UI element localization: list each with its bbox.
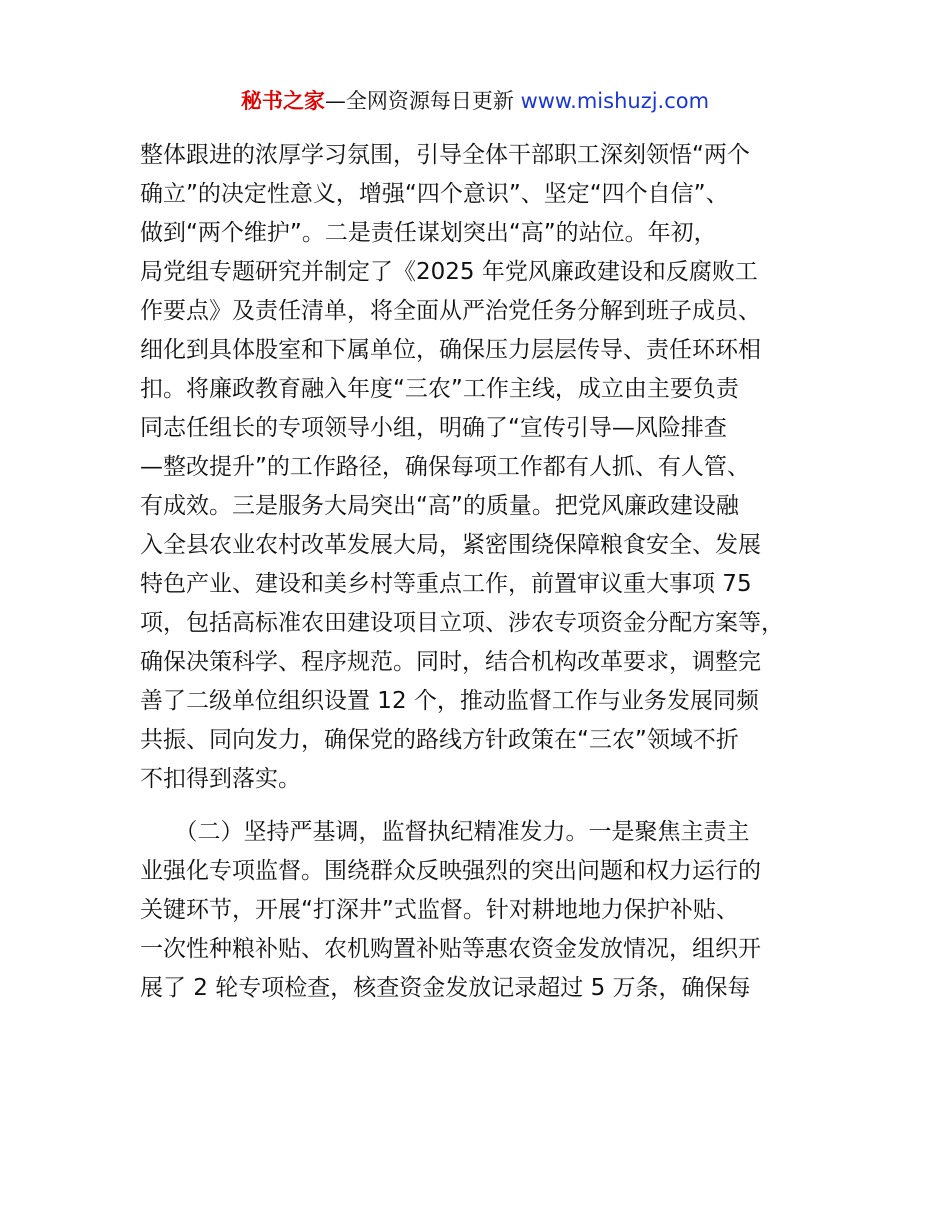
text-line: 确立”的决定性意义，增强“四个意识”、坚定“四个自信”、 <box>140 181 729 207</box>
header-tagline: —全网资源每日更新 <box>324 89 521 113</box>
paragraph <box>140 813 820 1008</box>
text-line: 确保决策科学、程序规范。同时，结合机构改革要求，调整完 <box>140 649 761 675</box>
text-line: 一次性种粮补贴、农机购置补贴等惠农资金发放情况，组织开 <box>140 936 761 962</box>
text-line: 善了二级单位组织设置 12 个，推动监督工作与业务发展同频 <box>140 688 759 714</box>
text-line: 有成效。三是服务大局突出“高”的质量。把党风廉政建设融 <box>140 493 739 519</box>
paragraph-gap <box>140 799 820 813</box>
text-line: 不扣得到落实。 <box>140 766 301 792</box>
text-line: 细化到具体股室和下属单位，确保压力层层传导、责任环环相 <box>140 337 761 363</box>
text-line: 入全县农业农村改革发展大局，紧密围绕保障粮食安全、发展 <box>140 532 761 558</box>
text-line: 展了 2 轮专项检查，核查资金发放记录超过 5 万条，确保每 <box>140 975 751 1001</box>
text-line: 整体跟进的浓厚学习氛围，引导全体干部职工深刻领悟“两个 <box>140 142 750 168</box>
brand-name: 秘书之家 <box>240 89 325 113</box>
text-line: 同志任组长的专项领导小组，明确了“宣传引导—风险排查 <box>140 415 727 441</box>
text-line: 做到“两个维护”。二是责任谋划突出“高”的站位。年初， <box>140 220 717 246</box>
text-line: 关键环节，开展“打深井”式监督。针对耕地地力保护补贴、 <box>140 897 739 923</box>
text-line: 作要点》及责任清单，将全面从严治党任务分解到班子成员、 <box>140 298 761 324</box>
text-line: 项，包括高标准农田建设项目立项、涉农专项资金分配方案等， <box>140 610 784 636</box>
text-line: （二）坚持严基调，监督执纪精准发力。一是聚焦主责主 <box>140 819 750 845</box>
text-line: 特色产业、建设和美乡村等重点工作，前置审议重大事项 75 <box>140 571 752 597</box>
text-line: 扣。将廉政教育融入年度“三农”工作主线，成立由主要负责 <box>140 376 739 402</box>
document-body <box>140 136 820 1008</box>
text-line: 业强化专项监督。围绕群众反映强烈的突出问题和权力运行的 <box>140 858 761 884</box>
text-line: —整改提升”的工作路径，确保每项工作都有人抓、有人管、 <box>140 454 750 480</box>
site-header <box>0 86 950 116</box>
header-url-link[interactable]: www.mishuzj.com <box>520 89 710 113</box>
text-line: 共振、同向发力，确保党的路线方针政策在“三农”领域不折 <box>140 727 739 753</box>
text-line: 局党组专题研究并制定了《2025 年党风廉政建设和反腐败工 <box>140 259 758 285</box>
paragraph <box>140 136 820 799</box>
